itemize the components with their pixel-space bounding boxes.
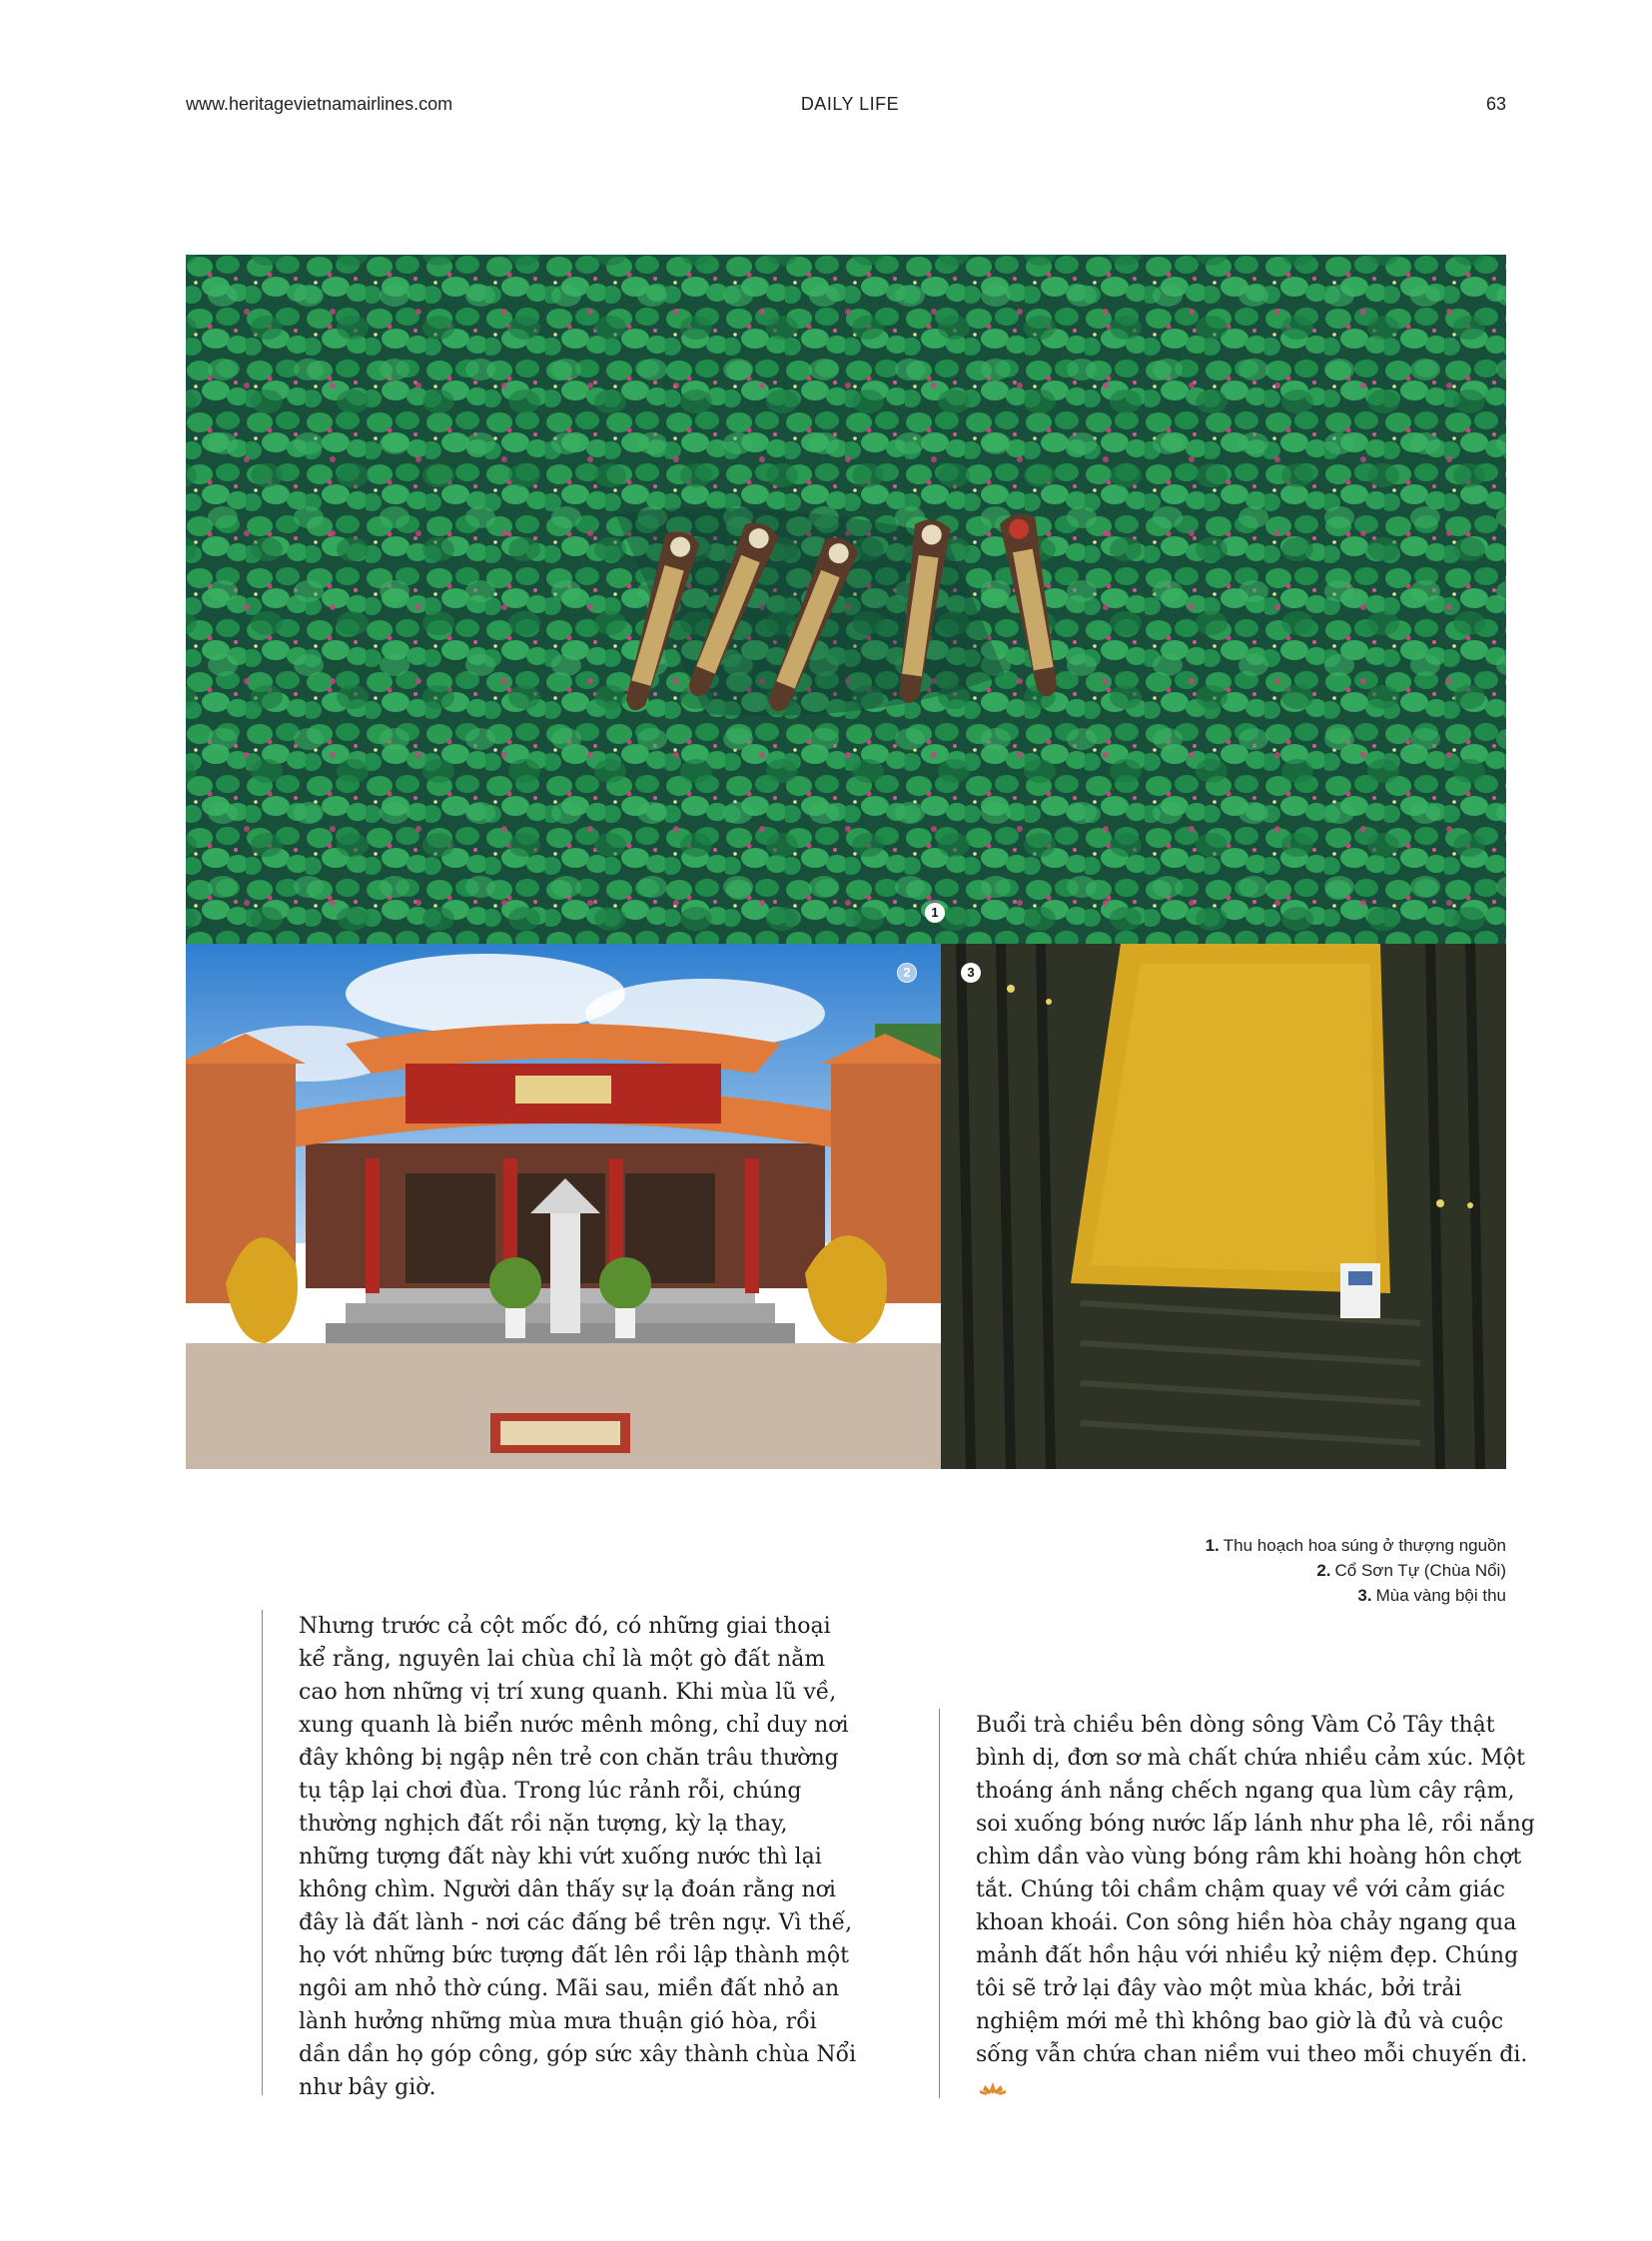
caption-3: 3. Mùa vàng bội thu (1357, 1586, 1506, 1605)
website-url[interactable]: www.heritagevietnamairlines.com (186, 94, 453, 114)
lotus-end-icon (980, 2081, 1006, 2095)
photo-number-2: 2 (897, 963, 917, 983)
photo-number-1: 1 (925, 903, 945, 923)
caption-2: 2. Cổ Sơn Tự (Chùa Nổi) (1316, 1561, 1506, 1580)
page-number: 63 (1485, 94, 1506, 114)
body-column-right (939, 1709, 1535, 2098)
body-paragraph: Buổi trà chiều bên dòng sông Vàm Cỏ Tây thật bình dị, đơn sơ mà chất chứa nhiều cảm xúc. Một thoáng ánh nắng chếch ngang qua lùm cây rậm, soi xuống bóng nước lấp lánh như pha lê, rồi nắng chìm dần vào vùng bóng râm khi hoàng hôn chợt tắt. Chúng tôi chầm chậm quay về với cảm giác khoan khoái. Con sông hiền hòa chảy ngang qua mảnh đất hồn hậu với nhiều kỷ niệm đẹp. Chúng tôi sẽ trở lại đây vào một mùa khác, bởi trải nghiệm mới mẻ thì không bao giờ là đủ và cuộc sống vẫn chứa chan niềm vui theo mỗi chuyến đi. (976, 1709, 1535, 2104)
rice-field-illustration (941, 944, 1506, 1469)
photo-rice-harvest (941, 944, 1506, 1469)
body-paragraph: Nhưng trước cả cột mốc đó, có những giai thoại kể rằng, nguyên lai chùa chỉ là một gò đất nằm cao hơn những vị trí xung quanh. Khi mùa lũ về, xung quanh là biển nước mênh mông, chỉ duy nơi đây không bị ngập nên trẻ con chăn trâu thường tụ tập lại chơi đùa. Trong lúc rảnh rỗi, chúng thường nghịch đất rồi nặn tượng, kỳ lạ thay, những tượng đất này khi vứt xuống nước thì lại không chìm. Người dân thấy sự lạ đoán rằng nơi đây là đất lành - nơi các đấng bề trên ngự. Vì thế, họ vớt những bức tượng đất lên rồi lập thành một ngôi am nhỏ thờ cúng. Mãi sau, miền đất nhỏ an lành hưởng những mùa mưa thuận gió hòa, rồi dần dần họ góp công, góp sức xây thành chùa Nổi như bây giờ. (299, 1614, 857, 2100)
photo-temple (186, 944, 941, 1469)
body-column-left (262, 1610, 858, 2100)
photo-lotus-harvest (186, 255, 1506, 944)
page-header (186, 94, 1506, 120)
photo-number-3: 3 (961, 963, 981, 983)
section-title: DAILY LIFE (800, 94, 900, 114)
lotus-pond-illustration (186, 255, 1506, 944)
caption-1: 1. Thu hoạch hoa súng ở thượng nguồn (1205, 1536, 1506, 1555)
temple-illustration (186, 944, 941, 1469)
photo-captions (1206, 1533, 1506, 1608)
